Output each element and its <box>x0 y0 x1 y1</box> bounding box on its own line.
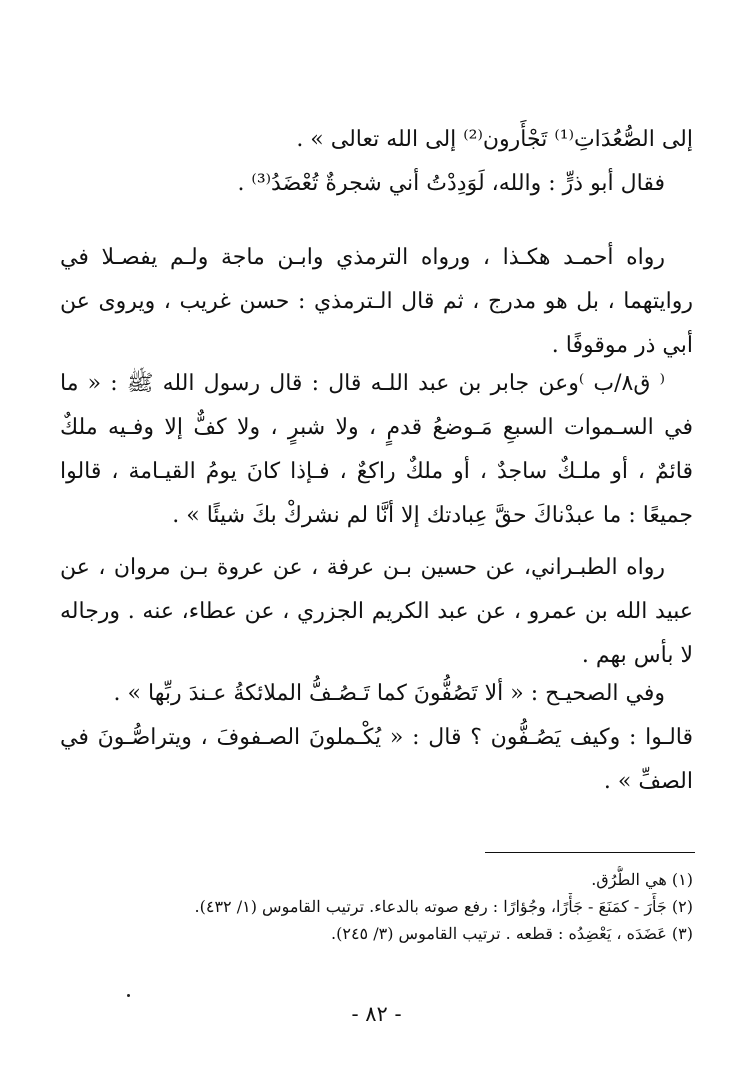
text-line: قائمٌ ، أو ملـكٌ ساجدٌ ، أو ملكٌ راكعٌ ، فـإذا كانَ يومُ القيـامة ، قالوا <box>60 459 693 484</box>
paragraph-5 <box>60 672 693 804</box>
text-line: رواه أحمـد هكـذا ، ورواه الترمذي وابـن ماجة ولـم يفصـلا في <box>60 245 665 270</box>
footnote-1: (١) هي الطُّرُق. <box>591 870 693 889</box>
paragraph-1 <box>60 118 693 206</box>
text-line: وفي الصحيـح : « ألا تَصُفُّونَ كما تَـصُـفُّ الملائكةُ عـندَ ربِّها » . <box>113 681 665 706</box>
text-line: روايتهما ، بل هو مدرج ، ثم قال الـترمذي : حسن غريب ، ويروى عن <box>60 289 693 314</box>
text-line: فقال أبو ذرٍّ : والله، لَوَدِدْتُ أني شجرةٌ تُعْضَدُ⁽³⁾ . <box>237 171 665 196</box>
text-line: قالـوا : وكيف يَصُـفُّون ؟ قال : « يُكْـملونَ الصـفوفَ ، ويتراصُّـونَ في <box>60 725 693 750</box>
text-line: الصفِّ » . <box>603 769 693 794</box>
text-line: في السـموات السبعِ مَـوضعُ قدمٍ ، ولا شبرٍ ، ولا كفٌّ إلا وفـيه ملكٌ <box>60 415 693 440</box>
text-line: إلى الصُّعُدَاتِ⁽¹⁾ تَجْأَرون⁽²⁾ إلى الله تعالى » . <box>296 127 693 152</box>
footnote-2: (٢) جَأَرَ - كمَنَعَ - جَأْرًا، وجُؤارًا : رفع صوته بالدعاء. ترتيب القاموس (١/ ٤٣٢). <box>194 897 693 916</box>
stray-mark <box>127 994 130 997</box>
text-line: رواه الطبـراني، عن حسين بـن عرفة ، عن عروة بـن مروان ، عن <box>60 555 665 580</box>
paragraph-4 <box>60 546 693 678</box>
text-line: لا بأس بهم . <box>581 643 693 668</box>
text-line: جميعًا : ما عبدْناكَ حقَّ عِبادتك إلا أنَّا لم نشركْ بكَ شيئًا » . <box>172 503 693 528</box>
footnotes <box>60 866 693 947</box>
text-line: عبيد الله بن عمرو ، عن عبد الكريم الجزري ، عن عطاء، عنه . ورجاله <box>60 599 693 624</box>
paragraph-2 <box>60 236 693 368</box>
page-number: - ٨٢ - <box>351 1002 402 1026</box>
footnote-3: (٣) عَضَدَه ، يَعْضِدُه : قطعه . ترتيب القاموس (٣/ ٢٤٥). <box>331 924 693 943</box>
text-line: أبي ذر موقوفًا . <box>551 333 693 358</box>
footnote-divider <box>485 852 695 853</box>
paragraph-3 <box>60 362 693 538</box>
text-line: ⁽ ق٨/ب ⁾وعن جابر بن عبد اللـه قال : قال رسول الله ﷺ : « ما <box>60 371 666 396</box>
